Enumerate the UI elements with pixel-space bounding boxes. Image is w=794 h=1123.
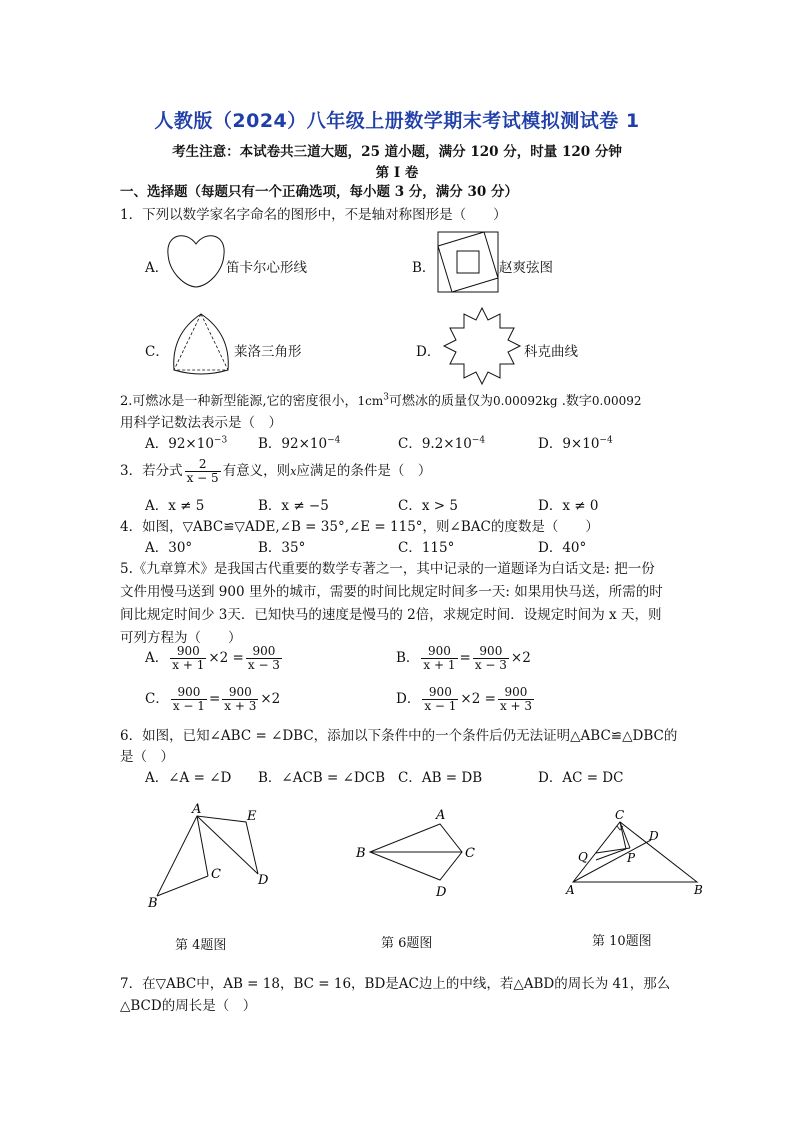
q3-var: x xyxy=(290,465,297,478)
q5-b-left-num: 900 xyxy=(421,645,457,659)
q6-option-b: B．∠ACB = ∠DCB xyxy=(258,770,386,786)
fig6-label-b: B xyxy=(356,846,366,861)
q4-option-a: A．30° xyxy=(145,540,193,556)
fig10-label-a: A xyxy=(566,883,575,897)
q2-unit: 1cm xyxy=(357,394,384,408)
figure-10-diagram xyxy=(560,806,710,898)
q6-line1: 6．如图，已知∠ABC = ∠DBC，添加以下条件中的一个条件后仍无法证明△ABC≌△DBC的 xyxy=(120,728,678,744)
q2-d-exp: −4 xyxy=(599,435,613,446)
q2-stem-c: .数字 xyxy=(557,394,592,409)
q5-a-right-num: 900 xyxy=(246,645,282,659)
q2-d-text: D．9×10 xyxy=(538,436,600,452)
q3-stem-c: 应满足的条件是（ ） xyxy=(296,463,432,479)
q5-a-label: A． xyxy=(145,650,169,666)
q5-d-left-frac xyxy=(422,686,458,713)
q1-option-d-text: 科克曲线 xyxy=(524,344,578,360)
q2-b-exp: −4 xyxy=(327,435,341,446)
figure-6-caption: 第 6题图 xyxy=(381,936,433,951)
q5-b-left-frac xyxy=(421,645,457,672)
q6-option-d: D．AC = DC xyxy=(538,770,624,786)
q2-a-text: A．92×10 xyxy=(145,436,214,452)
fig4-label-d: D xyxy=(258,873,269,888)
q3-option-a: A．x ≠ 5 xyxy=(145,498,205,514)
q2-line2: 用科学记数法表示是（ ） xyxy=(120,415,282,431)
q5-line4: 可列方程为（ ） xyxy=(120,630,242,646)
q3-option-b: B．x ≠ −5 xyxy=(258,498,329,514)
q5-option-a xyxy=(145,641,284,675)
q2-option-b xyxy=(258,432,340,452)
q5-option-d xyxy=(396,682,536,716)
q2-option-a xyxy=(145,432,227,452)
q2-c-exp: −4 xyxy=(471,435,486,446)
fig4-label-c: C xyxy=(211,867,221,882)
q5-c-tail: ×2 xyxy=(260,691,281,707)
q5-a-right-frac xyxy=(246,645,282,672)
q5-b-mid: = xyxy=(459,650,471,666)
fig6-label-c: C xyxy=(465,846,475,861)
q5-b-right-num: 900 xyxy=(473,645,509,659)
q5-d-label: D． xyxy=(396,691,421,707)
q1-option-c-text: 莱洛三角形 xyxy=(234,344,302,360)
q5-c-label: C． xyxy=(145,691,169,707)
q3-fraction xyxy=(185,458,221,485)
q1-option-b-label: B． xyxy=(412,260,436,276)
q2-a-exp: −3 xyxy=(213,435,228,446)
q5-option-b xyxy=(396,641,531,675)
koch-curve-figure xyxy=(440,306,524,386)
q3-frac-num: 2 xyxy=(185,458,221,472)
fig4-label-a: A xyxy=(192,802,202,817)
q5-a-left-frac xyxy=(170,645,206,672)
q4-option-d: D．40° xyxy=(538,540,587,556)
fig10-label-d: D xyxy=(649,829,659,843)
cardioid-figure xyxy=(166,232,226,292)
page-title: 人教版（2024）八年级上册数学期末考试模拟测试卷 1 xyxy=(154,110,640,132)
q3-stem xyxy=(120,455,431,488)
q2-option-d xyxy=(538,432,613,452)
q5-d-right-num: 900 xyxy=(498,686,534,700)
section-heading: 一、选择题（每题只有一个正确选项，每小题 3 分，满分 30 分） xyxy=(120,184,518,200)
q6-option-a: A．∠A = ∠D xyxy=(145,770,232,786)
q5-b-right-den: x − 3 xyxy=(474,658,507,672)
figure-6-diagram xyxy=(352,806,482,902)
q3-option-d: D．x ≠ 0 xyxy=(538,498,599,514)
q5-line3: 间比规定时间少 3天．已知快马的速度是慢马的 2倍，求规定时间．设规定时间为 x 天，则 xyxy=(120,607,662,623)
q1-option-b-text: 赵爽弦图 xyxy=(499,260,553,276)
q1-stem: 1．下列以数学家名字命名的图形中，不是轴对称图形是（ ） xyxy=(120,207,507,223)
q1-option-c-label: C． xyxy=(145,344,169,360)
figure-4-diagram xyxy=(140,800,280,912)
q5-c-left-den: x − 1 xyxy=(172,699,205,713)
volume-label: 第 I 卷 xyxy=(375,165,419,181)
fig10-label-c: C xyxy=(615,808,625,822)
q2-mass: 0.00092kg xyxy=(493,394,558,408)
q5-b-left-den: x + 1 xyxy=(423,658,456,672)
q2-stem-a: 2.可燃冰是一种新型能源,它的密度很小， xyxy=(120,394,358,409)
q2-stem-b: 可燃冰的质量仅为 xyxy=(389,394,494,409)
q2-number: 0.00092 xyxy=(591,394,642,408)
q5-c-mid: = xyxy=(208,691,221,707)
q5-c-right-den: x + 3 xyxy=(224,699,257,713)
q2-option-c xyxy=(398,432,485,452)
q5-line1: 5.《九章算术》是我国古代重要的数学专著之一，其中记录的一道题译为白话文是: 把一份 xyxy=(120,561,655,577)
figure-4-caption: 第 4题图 xyxy=(175,938,227,953)
q5-c-left-num: 900 xyxy=(171,686,207,700)
fig6-label-d: D xyxy=(436,885,447,900)
fig10-label-b: B xyxy=(694,883,703,897)
q5-b-tail: ×2 xyxy=(510,650,531,666)
q4-option-b: B．35° xyxy=(258,540,306,556)
figure-10-caption: 第 10题图 xyxy=(592,934,652,949)
q3-stem-a: 3．若分式 xyxy=(120,463,183,479)
q6-option-c: C．AB = DB xyxy=(398,770,483,786)
q7-line2: △BCD的周长是（ ） xyxy=(120,998,257,1014)
q5-c-right-frac xyxy=(222,686,258,713)
q1-option-a-text: 笛卡尔心形线 xyxy=(226,260,307,276)
q2-c-text: C．9.2×10 xyxy=(398,436,472,452)
q7-line1: 7．在▽ABC中，AB = 18，BC = 16，BD是AC边上的中线，若△ABD的周长为 41，那么 xyxy=(120,976,671,992)
reuleaux-figure xyxy=(168,312,234,376)
q2-stem xyxy=(120,390,642,409)
q5-d-right-frac xyxy=(498,686,534,713)
fig10-label-p: P xyxy=(627,851,636,865)
exam-notice: 考生注意：本试卷共三道大题，25 道小题，满分 120 分，时量 120 分钟 xyxy=(172,144,622,160)
zhao-shuang-figure xyxy=(437,231,499,293)
q6-line2: 是（ ） xyxy=(120,749,174,765)
q2-unit-sup: 3 xyxy=(383,392,390,403)
q5-a-mid: ×2 = xyxy=(208,650,244,666)
q1-option-a-label: A． xyxy=(145,260,169,276)
q3-stem-b: 有意义，则 xyxy=(222,463,291,479)
q4-stem: 4．如图，▽ABC≌▽ADE,∠B = 35°,∠E = 115°，则∠BAC的度数是（ ） xyxy=(120,519,599,535)
q5-a-left-den: x + 1 xyxy=(172,658,205,672)
q5-c-right-num: 900 xyxy=(222,686,258,700)
fig10-label-q: Q xyxy=(578,850,588,864)
fig4-label-e: E xyxy=(247,809,257,824)
q5-d-left-den: x − 1 xyxy=(424,699,457,713)
q5-a-right-den: x − 3 xyxy=(247,658,280,672)
q3-frac-den: x − 5 xyxy=(186,471,219,485)
q5-d-right-den: x + 3 xyxy=(499,699,533,713)
q5-option-c xyxy=(145,682,280,716)
q3-option-c: C．x > 5 xyxy=(398,498,458,514)
q5-b-label: B． xyxy=(396,650,420,666)
q2-b-text: B．92×10 xyxy=(258,436,328,452)
fig6-label-a: A xyxy=(436,808,446,823)
q1-option-d-label: D． xyxy=(416,344,441,360)
q5-d-left-num: 900 xyxy=(422,686,458,700)
q5-d-mid: ×2 = xyxy=(460,691,496,707)
q5-b-right-frac xyxy=(473,645,509,672)
q4-option-c: C．115° xyxy=(398,540,455,556)
q5-a-left-num: 900 xyxy=(170,645,206,659)
q5-c-left-frac xyxy=(171,686,207,713)
fig4-label-b: B xyxy=(148,896,158,911)
q5-line2: 文件用慢马送到 900 里外的城市，需要的时间比规定时间多一天: 如果用快马送，所需的时 xyxy=(120,584,663,600)
